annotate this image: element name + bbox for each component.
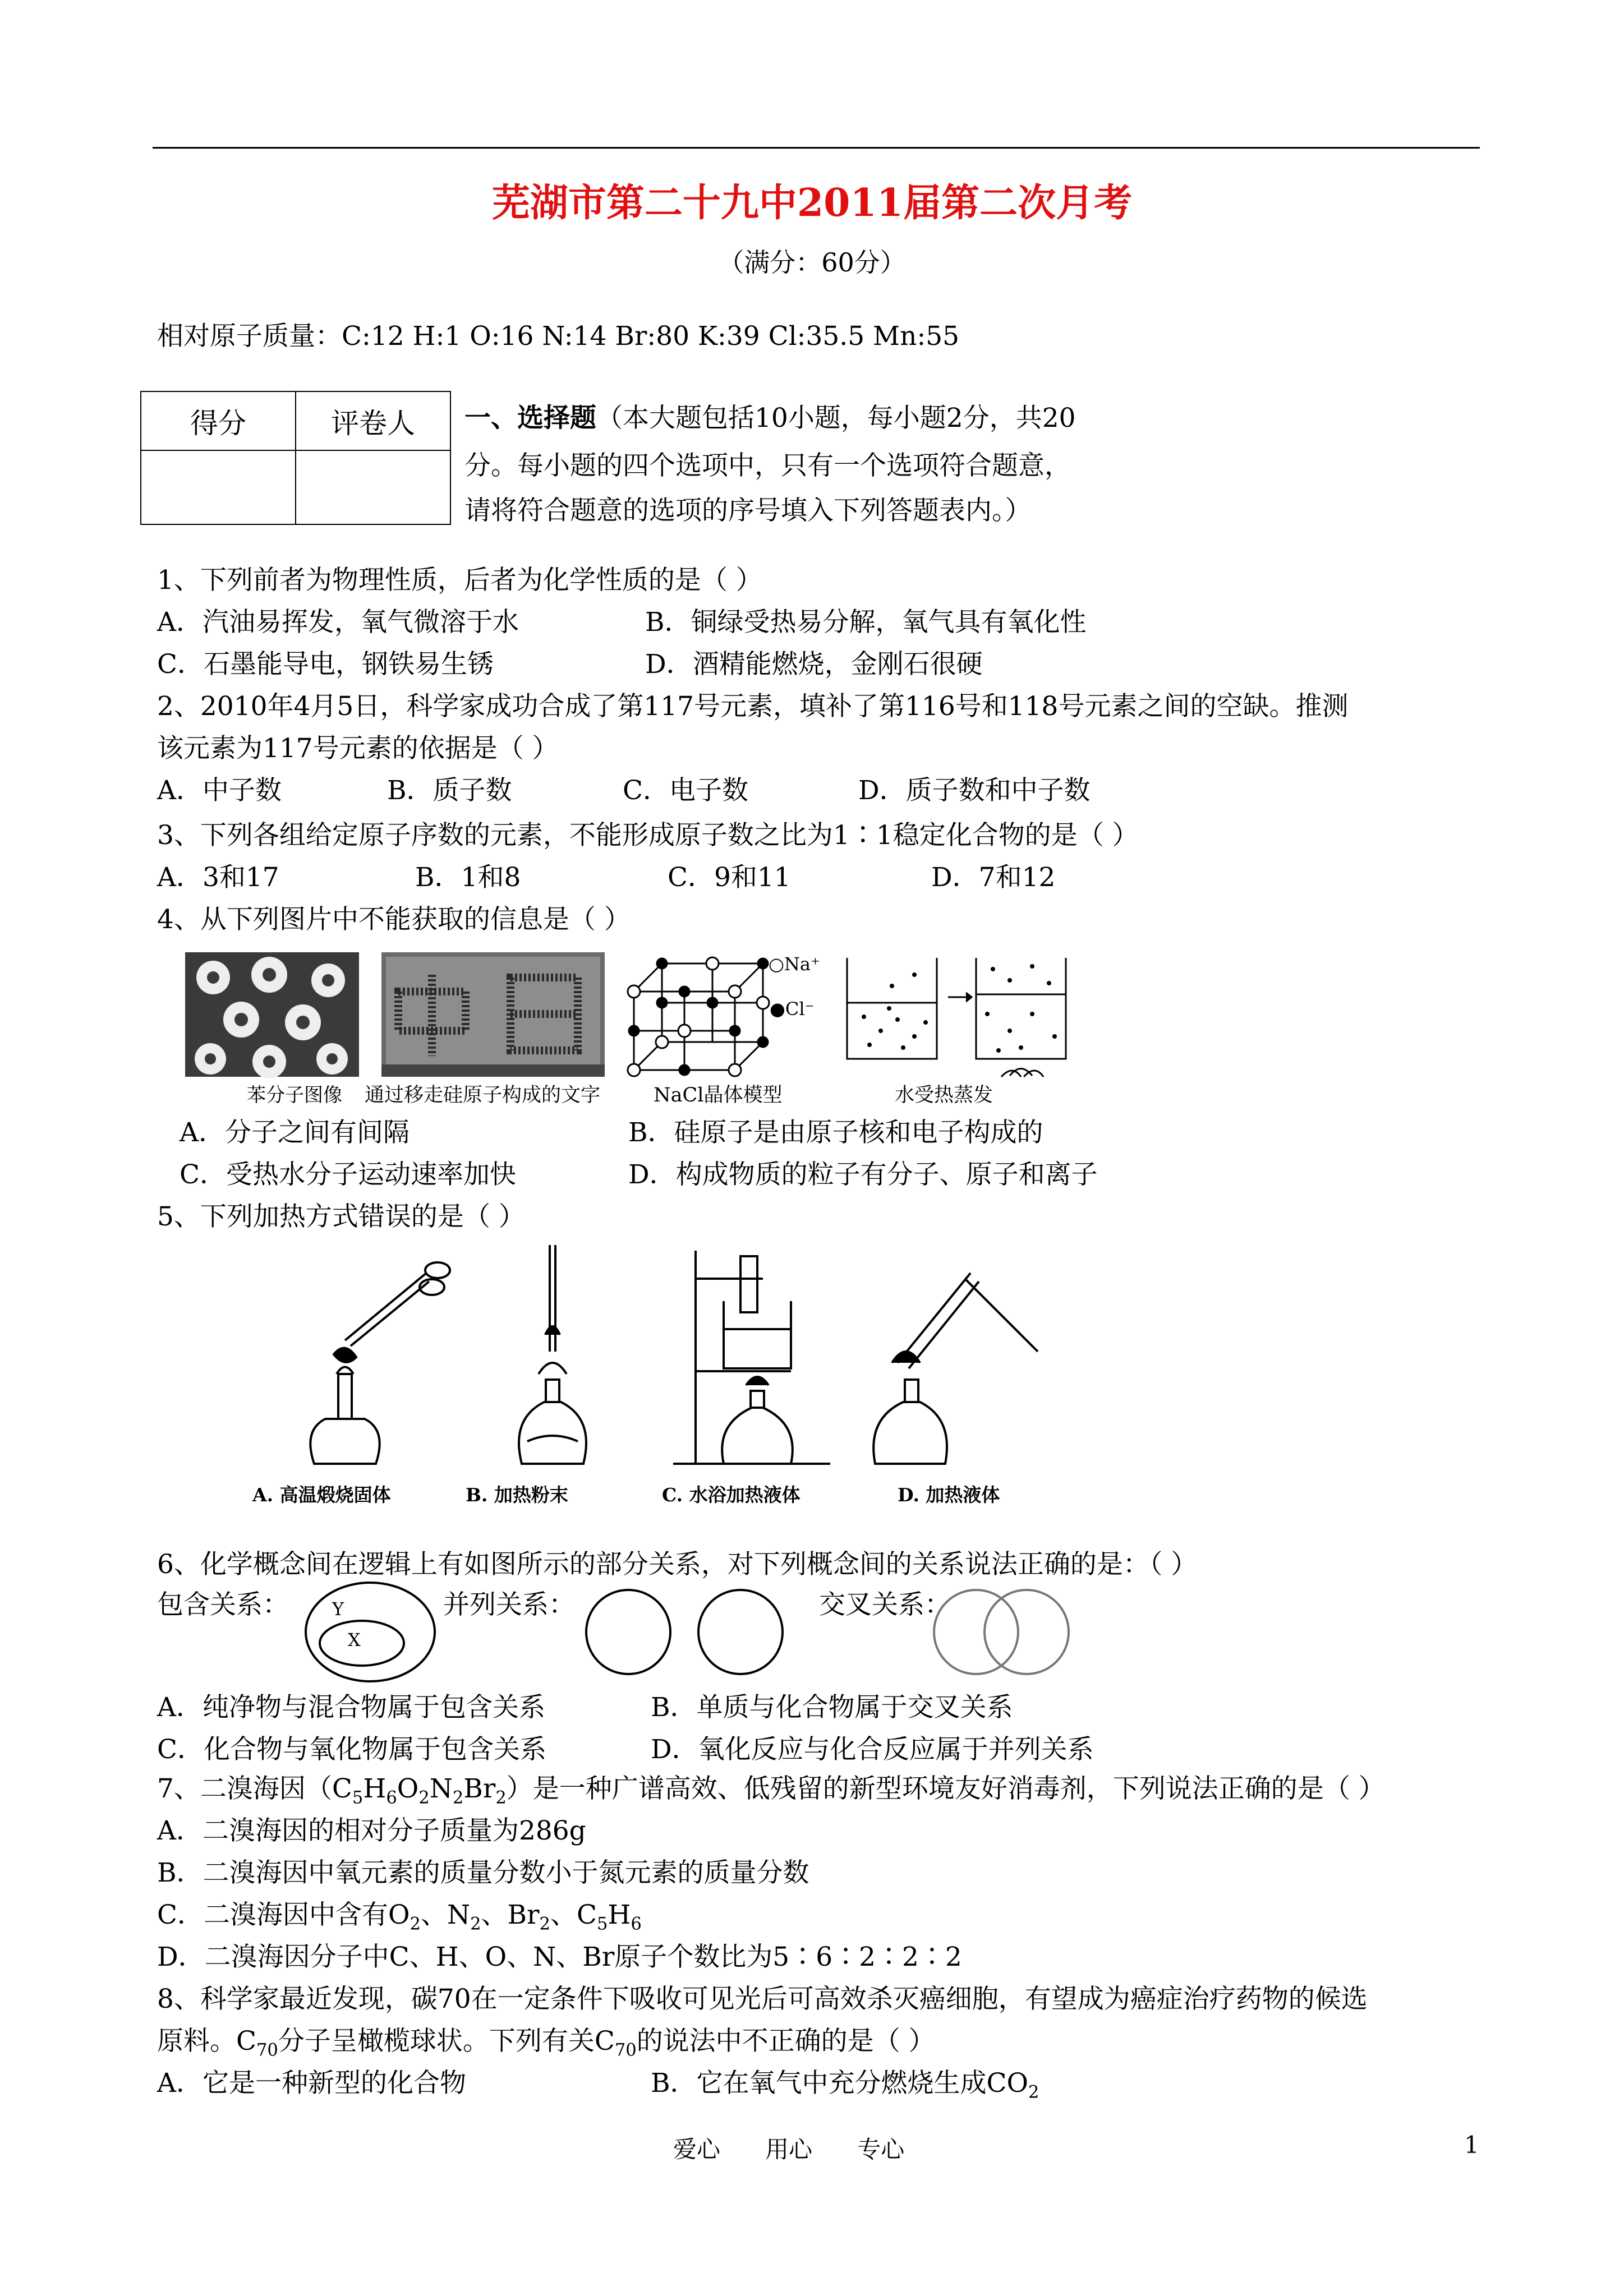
atomic-mass-line: 相对原子质量：C:12 H:1 O:16 N:14 Br:80 K:39 Cl:35.5 Mn:55 xyxy=(157,321,960,352)
page-number: 1 xyxy=(1464,2131,1479,2159)
q6-relation-diagrams xyxy=(303,1579,1116,1691)
page-title: 芜湖市第二十九中2011届第二次月考 xyxy=(491,181,1133,225)
parallel-circle-right xyxy=(698,1590,783,1674)
q2-stem-2: 该元素为117号元素的依据是（ ） xyxy=(157,733,559,764)
q8-s2-post: 的说法中不正确的是（ ） xyxy=(636,2026,935,2057)
q5-caption-c: C. 水浴加热液体 xyxy=(662,1484,801,1506)
q8-s2-mid: 分子呈橄榄球状。下列有关C xyxy=(278,2026,615,2057)
q8-stem-2 xyxy=(157,2025,935,2067)
f5: 2 xyxy=(418,1788,430,1808)
f7: 2 xyxy=(452,1788,464,1808)
q4-stem: 4、从下列图片中不能获取的信息是（ ） xyxy=(157,904,631,935)
c6: 、C xyxy=(550,1899,597,1930)
grader-header: 评卷人 xyxy=(296,391,450,450)
inclusion-inner-circle xyxy=(320,1621,404,1666)
q6-option-a: A．纯净物与混合物属于包含关系 xyxy=(157,1692,545,1723)
section-line-1 xyxy=(464,401,1076,436)
label-intersection: 交叉关系： xyxy=(819,1589,951,1620)
q8b-pre: B．它在氧气中充分燃烧生成CO xyxy=(651,2068,1029,2099)
c7: 5 xyxy=(596,1914,608,1934)
q7-option-a: A．二溴海因的相对分子质量为286g xyxy=(157,1815,586,1846)
section-desc-1: （本大题包括10小题，每小题2分，共20 xyxy=(596,403,1076,434)
q6-option-c: C．化合物与氧化物属于包含关系 xyxy=(157,1734,546,1765)
c5: 2 xyxy=(539,1914,550,1934)
q4-figures xyxy=(185,952,1071,1081)
f1: 5 xyxy=(352,1788,364,1808)
q5-caption-a: A. 高温煅烧固体 xyxy=(252,1484,391,1506)
f3: 6 xyxy=(386,1788,397,1808)
q7-formula xyxy=(332,1773,507,1808)
q1-option-b: B．铜绿受热易分解，氧气具有氧化性 xyxy=(645,607,1087,638)
label-inclusion: 包含关系： xyxy=(157,1589,289,1620)
label-x: X xyxy=(348,1629,361,1650)
q3-option-a: A．3和17 xyxy=(157,862,279,893)
apparatus-d xyxy=(873,1273,1038,1464)
q8-option-b xyxy=(651,2067,1039,2109)
q3-option-d: D．7和12 xyxy=(931,862,1056,893)
q5-apparatus-figures xyxy=(236,1239,1088,1481)
section-desc-3: 请将符合题意的选项的序号填入下列答题表内。） xyxy=(464,495,1032,526)
full-score: （满分：60分） xyxy=(718,247,906,278)
c9: 6 xyxy=(631,1914,642,1934)
q5-stem: 5、下列加热方式错误的是（ ） xyxy=(157,1201,525,1232)
q8-s2-sub: 70 xyxy=(256,2040,278,2060)
q7-option-b: B．二溴海因中氧元素的质量分数小于氮元素的质量分数 xyxy=(157,1857,809,1888)
q4-caption-benzene: 苯分子图像 xyxy=(247,1084,342,1106)
q7-option-c xyxy=(157,1898,642,1941)
label-y: Y xyxy=(332,1598,344,1620)
apparatus-b xyxy=(519,1245,586,1464)
q1-option-d: D．酒精能燃烧，金刚石很硬 xyxy=(645,649,983,680)
q3-stem: 3、下列各组给定原子序数的元素，不能形成原子数之比为1∶1稳定化合物的是（ ） xyxy=(157,820,1139,851)
score-header: 得分 xyxy=(141,391,296,450)
q5-caption-d: D. 加热液体 xyxy=(898,1484,1000,1506)
c4: 、Br xyxy=(481,1899,540,1930)
nacl-lattice-model xyxy=(628,957,769,1076)
f2: H xyxy=(363,1773,387,1804)
f9: 2 xyxy=(495,1788,507,1808)
score-table xyxy=(140,391,451,525)
q6-stem: 6、化学概念间在逻辑上有如图所示的部分关系，对下列概念间的关系说法正确的是：（ ） xyxy=(157,1549,1198,1580)
q8b-sub: 2 xyxy=(1028,2082,1039,2103)
parallel-circle-left xyxy=(586,1590,670,1674)
q1-stem: 1、下列前者为物理性质，后者为化学性质的是（ ） xyxy=(157,565,762,596)
grader-cell[interactable] xyxy=(296,450,450,524)
q2-option-c: C．电子数 xyxy=(623,775,748,806)
q2-stem-1: 2、2010年4月5日，科学家成功合成了第117号元素，填补了第116号和118号元素之间的空缺。推测 xyxy=(157,691,1349,722)
q2-option-d: D．质子数和中子数 xyxy=(858,775,1091,806)
q2-option-a: A．中子数 xyxy=(157,775,282,806)
q6-option-d: D．氧化反应与化合反应属于并列关系 xyxy=(651,1734,1094,1765)
f4: O xyxy=(397,1773,419,1804)
q8-s2-pre: 原料。C xyxy=(157,2026,256,2057)
c8: H xyxy=(608,1899,631,1930)
f8: Br xyxy=(463,1773,496,1804)
footer-motto: 爱心 用心 专心 xyxy=(673,2136,905,2163)
q4-option-a: A．分子之间有间隔 xyxy=(180,1117,410,1148)
f6: N xyxy=(429,1773,453,1804)
q4-option-c: C．受热水分子运动速率加快 xyxy=(180,1159,516,1190)
c0: O xyxy=(388,1899,410,1930)
q3-option-c: C．9和11 xyxy=(668,862,791,893)
legend-cl: ●Cl⁻ xyxy=(770,998,815,1020)
q1-option-a: A．汽油易挥发，氧气微溶于水 xyxy=(157,607,519,638)
q7c-pre: C．二溴海因中含有 xyxy=(157,1899,388,1930)
q7-stem-post: ）是一种广谱高效、低残留的新型环境友好消毒剂，下列说法正确的是（ ） xyxy=(506,1773,1385,1804)
q4-option-b: B．硅原子是由原子核和电子构成的 xyxy=(628,1117,1043,1148)
top-rule xyxy=(153,147,1480,149)
legend-na: ○Na⁺ xyxy=(769,953,820,975)
apparatus-a xyxy=(310,1262,450,1464)
q8-option-a: A．它是一种新型的化合物 xyxy=(157,2068,466,2099)
q4-option-d: D．构成物质的粒子有分子、原子和离子 xyxy=(628,1159,1098,1190)
q7-stem-pre: 7、二溴海因（ xyxy=(157,1773,332,1804)
q3-option-b: B．1和8 xyxy=(415,862,521,893)
c3: 2 xyxy=(470,1914,481,1934)
water-evaporation-diagram xyxy=(847,958,1066,1077)
section-heading: 一、选择题 xyxy=(464,403,596,434)
q2-option-b: B．质子数 xyxy=(387,775,512,806)
q5-caption-b: B. 加热粉末 xyxy=(466,1484,568,1506)
q7-stem xyxy=(157,1772,1385,1815)
q1-option-c: C．石墨能导电，钢铁易生锈 xyxy=(157,649,494,680)
section-desc-2: 分。每小题的四个选项中，只有一个选项符合题意， xyxy=(464,450,1071,481)
q4-caption-silicon: 通过移走硅原子构成的文字 xyxy=(365,1084,601,1106)
silicon-text-image xyxy=(381,952,605,1077)
score-cell[interactable] xyxy=(141,450,296,524)
apparatus-c xyxy=(673,1251,830,1464)
benzene-image xyxy=(185,952,359,1078)
q4-caption-nacl: NaCl晶体模型 xyxy=(654,1084,783,1106)
q8-s2-sub2: 70 xyxy=(614,2040,637,2060)
q8-stem-1: 8、科学家最近发现，碳70在一定条件下吸收可见光后可高效杀灭癌细胞，有望成为癌症治疗药物的候选 xyxy=(157,1984,1368,2014)
q6-option-b: B．单质与化合物属于交叉关系 xyxy=(651,1692,1013,1723)
intersect-circle-right xyxy=(984,1590,1069,1674)
q7-option-d: D．二溴海因分子中C、H、O、N、Br原子个数比为5∶6∶2∶2∶2 xyxy=(157,1942,962,1972)
q4-caption-water: 水受热蒸发 xyxy=(895,1084,993,1106)
f0: C xyxy=(332,1773,352,1804)
label-parallel: 并列关系： xyxy=(443,1589,575,1620)
intersect-circle-left xyxy=(934,1590,1018,1674)
c2: 、N xyxy=(420,1899,471,1930)
c1: 2 xyxy=(410,1914,421,1934)
